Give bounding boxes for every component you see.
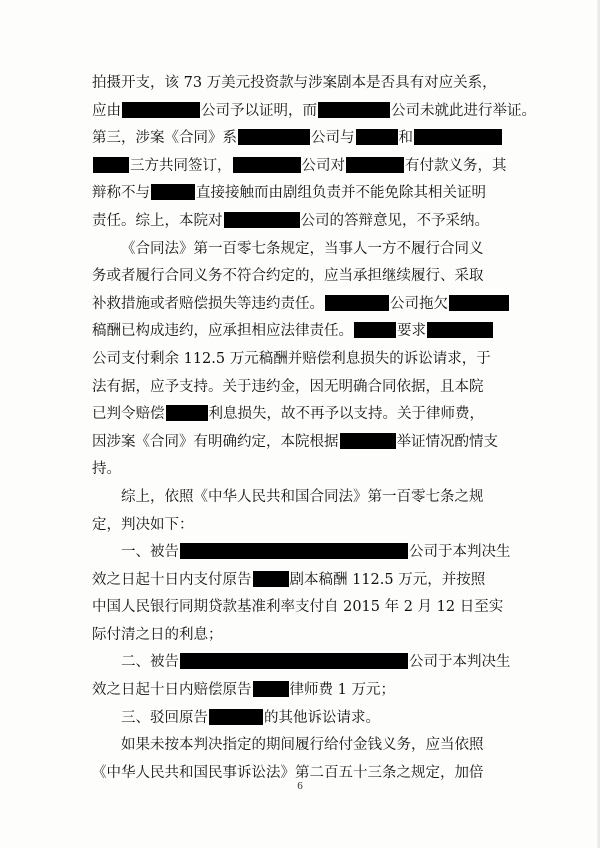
text-segment: 务或者履行合同义务不符合约定的，应当承担继续履行、采取: [92, 268, 484, 285]
text-segment: 公司予以证明，而: [201, 102, 317, 119]
text-segment: 综上，依照《中华人民共和国合同法》第一百零七条之规: [121, 488, 484, 505]
text-segment: 公司于本判决生: [409, 654, 511, 671]
redaction-block: [340, 433, 396, 449]
redaction-block: [209, 709, 263, 725]
redaction-block: [449, 295, 509, 311]
text-segment: 《中华人民共和国民事诉讼法》第二百五十三条之规定，加倍: [92, 764, 484, 781]
text-segment: 已判令赔偿: [92, 406, 165, 423]
text-segment: 辩称不与: [92, 185, 150, 202]
text-segment: 二、被告: [121, 654, 179, 671]
redaction-block: [238, 129, 310, 145]
text-line: [92, 208, 510, 236]
text-line: [92, 677, 510, 705]
text-segment: 稿酬已构成违约，应承担相应法律责任。: [92, 323, 353, 340]
text-segment: 有付款义务，其: [405, 157, 507, 174]
text-segment: 效之日起十日内赔偿原告: [92, 682, 252, 699]
text-line: [92, 374, 510, 402]
text-line: [92, 125, 510, 153]
text-segment: 第三，涉案《合同》系: [92, 130, 237, 147]
text-segment: 和: [398, 130, 413, 147]
text-segment: 公司于本判决生: [409, 544, 511, 561]
text-line: [92, 484, 510, 512]
text-segment: 公司支付剩余 112.5 万元稿酬并赔偿利息损失的诉讼请求，于: [92, 350, 491, 367]
redaction-block: [318, 102, 390, 118]
text-segment: 际付清之日的利息；: [92, 626, 223, 643]
text-line: [92, 429, 510, 457]
text-segment: 持。: [92, 461, 121, 478]
text-segment: 利息损失，故不再予以支持。关于律师费，: [208, 406, 484, 423]
text-segment: 公司对: [301, 157, 345, 174]
redaction-block: [151, 184, 195, 200]
text-line: [92, 732, 510, 760]
text-line: [92, 98, 536, 126]
text-segment: 因涉案《合同》有明确约定，本院根据: [92, 433, 339, 450]
text-segment: 剧本稿酬 112.5 万元，并按照: [289, 571, 486, 588]
redaction-block: [166, 405, 208, 421]
redaction-block: [414, 129, 502, 145]
text-segment: 效之日起十日内支付原告: [92, 571, 252, 588]
text-line: [92, 401, 510, 429]
text-line: [92, 70, 510, 98]
text-segment: 三方共同签订，: [130, 157, 232, 174]
redaction-block: [180, 543, 408, 559]
redaction-block: [233, 157, 301, 173]
redaction-block: [224, 212, 300, 228]
text-line: [92, 236, 510, 264]
text-segment: 拍摄开支，该 73 万美元投资款与涉案剧本是否具有对应关系，: [92, 75, 497, 91]
text-segment: 应由: [92, 102, 121, 119]
redaction-block: [122, 102, 200, 118]
text-segment: 举证情况酌情支: [396, 433, 498, 450]
text-line: [92, 649, 510, 677]
text-line: [92, 705, 510, 733]
text-segment: 律师费 1 万元；: [289, 682, 395, 699]
text-line: [92, 153, 510, 181]
page-number: 6: [297, 780, 303, 792]
redaction-block: [253, 681, 289, 697]
text-line: [92, 512, 510, 540]
text-line: [92, 567, 510, 595]
redaction-block: [427, 322, 493, 338]
text-segment: 法有据，应予支持。关于违约金，因无明确合同依据，且本院: [92, 378, 484, 395]
text-line: [92, 456, 510, 484]
text-segment: 补救措施或者赔偿损失等违约责任。: [92, 295, 324, 312]
text-line: [92, 180, 510, 208]
text-segment: 一、被告: [121, 544, 179, 561]
text-line: [92, 622, 510, 650]
text-line: [92, 263, 510, 291]
text-line: [92, 539, 510, 567]
text-line: [92, 594, 510, 622]
redaction-block: [325, 295, 389, 311]
text-segment: 公司未就此进行举证。: [391, 102, 536, 119]
text-segment: 直接接触而由剧组负责并不能免除其相关证明: [196, 185, 486, 202]
text-segment: 公司的答辩意见，不予采纳。: [300, 212, 489, 229]
text-segment: 责任。综上，本院对: [92, 212, 223, 229]
redaction-block: [253, 571, 289, 587]
redaction-block: [354, 322, 396, 338]
text-line: [92, 318, 510, 346]
redaction-block: [356, 129, 398, 145]
text-segment: 《合同法》第一百零七条规定，当事人一方不履行合同义: [121, 240, 484, 257]
text-line: [92, 291, 510, 319]
text-segment: 三、驳回原告: [121, 709, 208, 726]
text-segment: 中国人民银行同期贷款基准利率支付自 2015 年 2 月 12 日至实: [92, 599, 504, 616]
redaction-block: [346, 157, 404, 173]
text-segment: 定，判决如下：: [92, 516, 194, 533]
text-segment: 的其他诉讼请求。: [264, 709, 380, 726]
redaction-block: [180, 653, 408, 669]
text-segment: 要求: [397, 323, 426, 340]
redaction-block: [93, 157, 129, 173]
text-line: [92, 346, 510, 374]
text-segment: 如果未按本判决指定的期间履行给付金钱义务，应当依照: [121, 737, 484, 754]
text-segment: 公司拖欠: [390, 295, 448, 312]
judgment-body-text: [92, 70, 536, 787]
text-segment: 公司与: [311, 130, 355, 147]
